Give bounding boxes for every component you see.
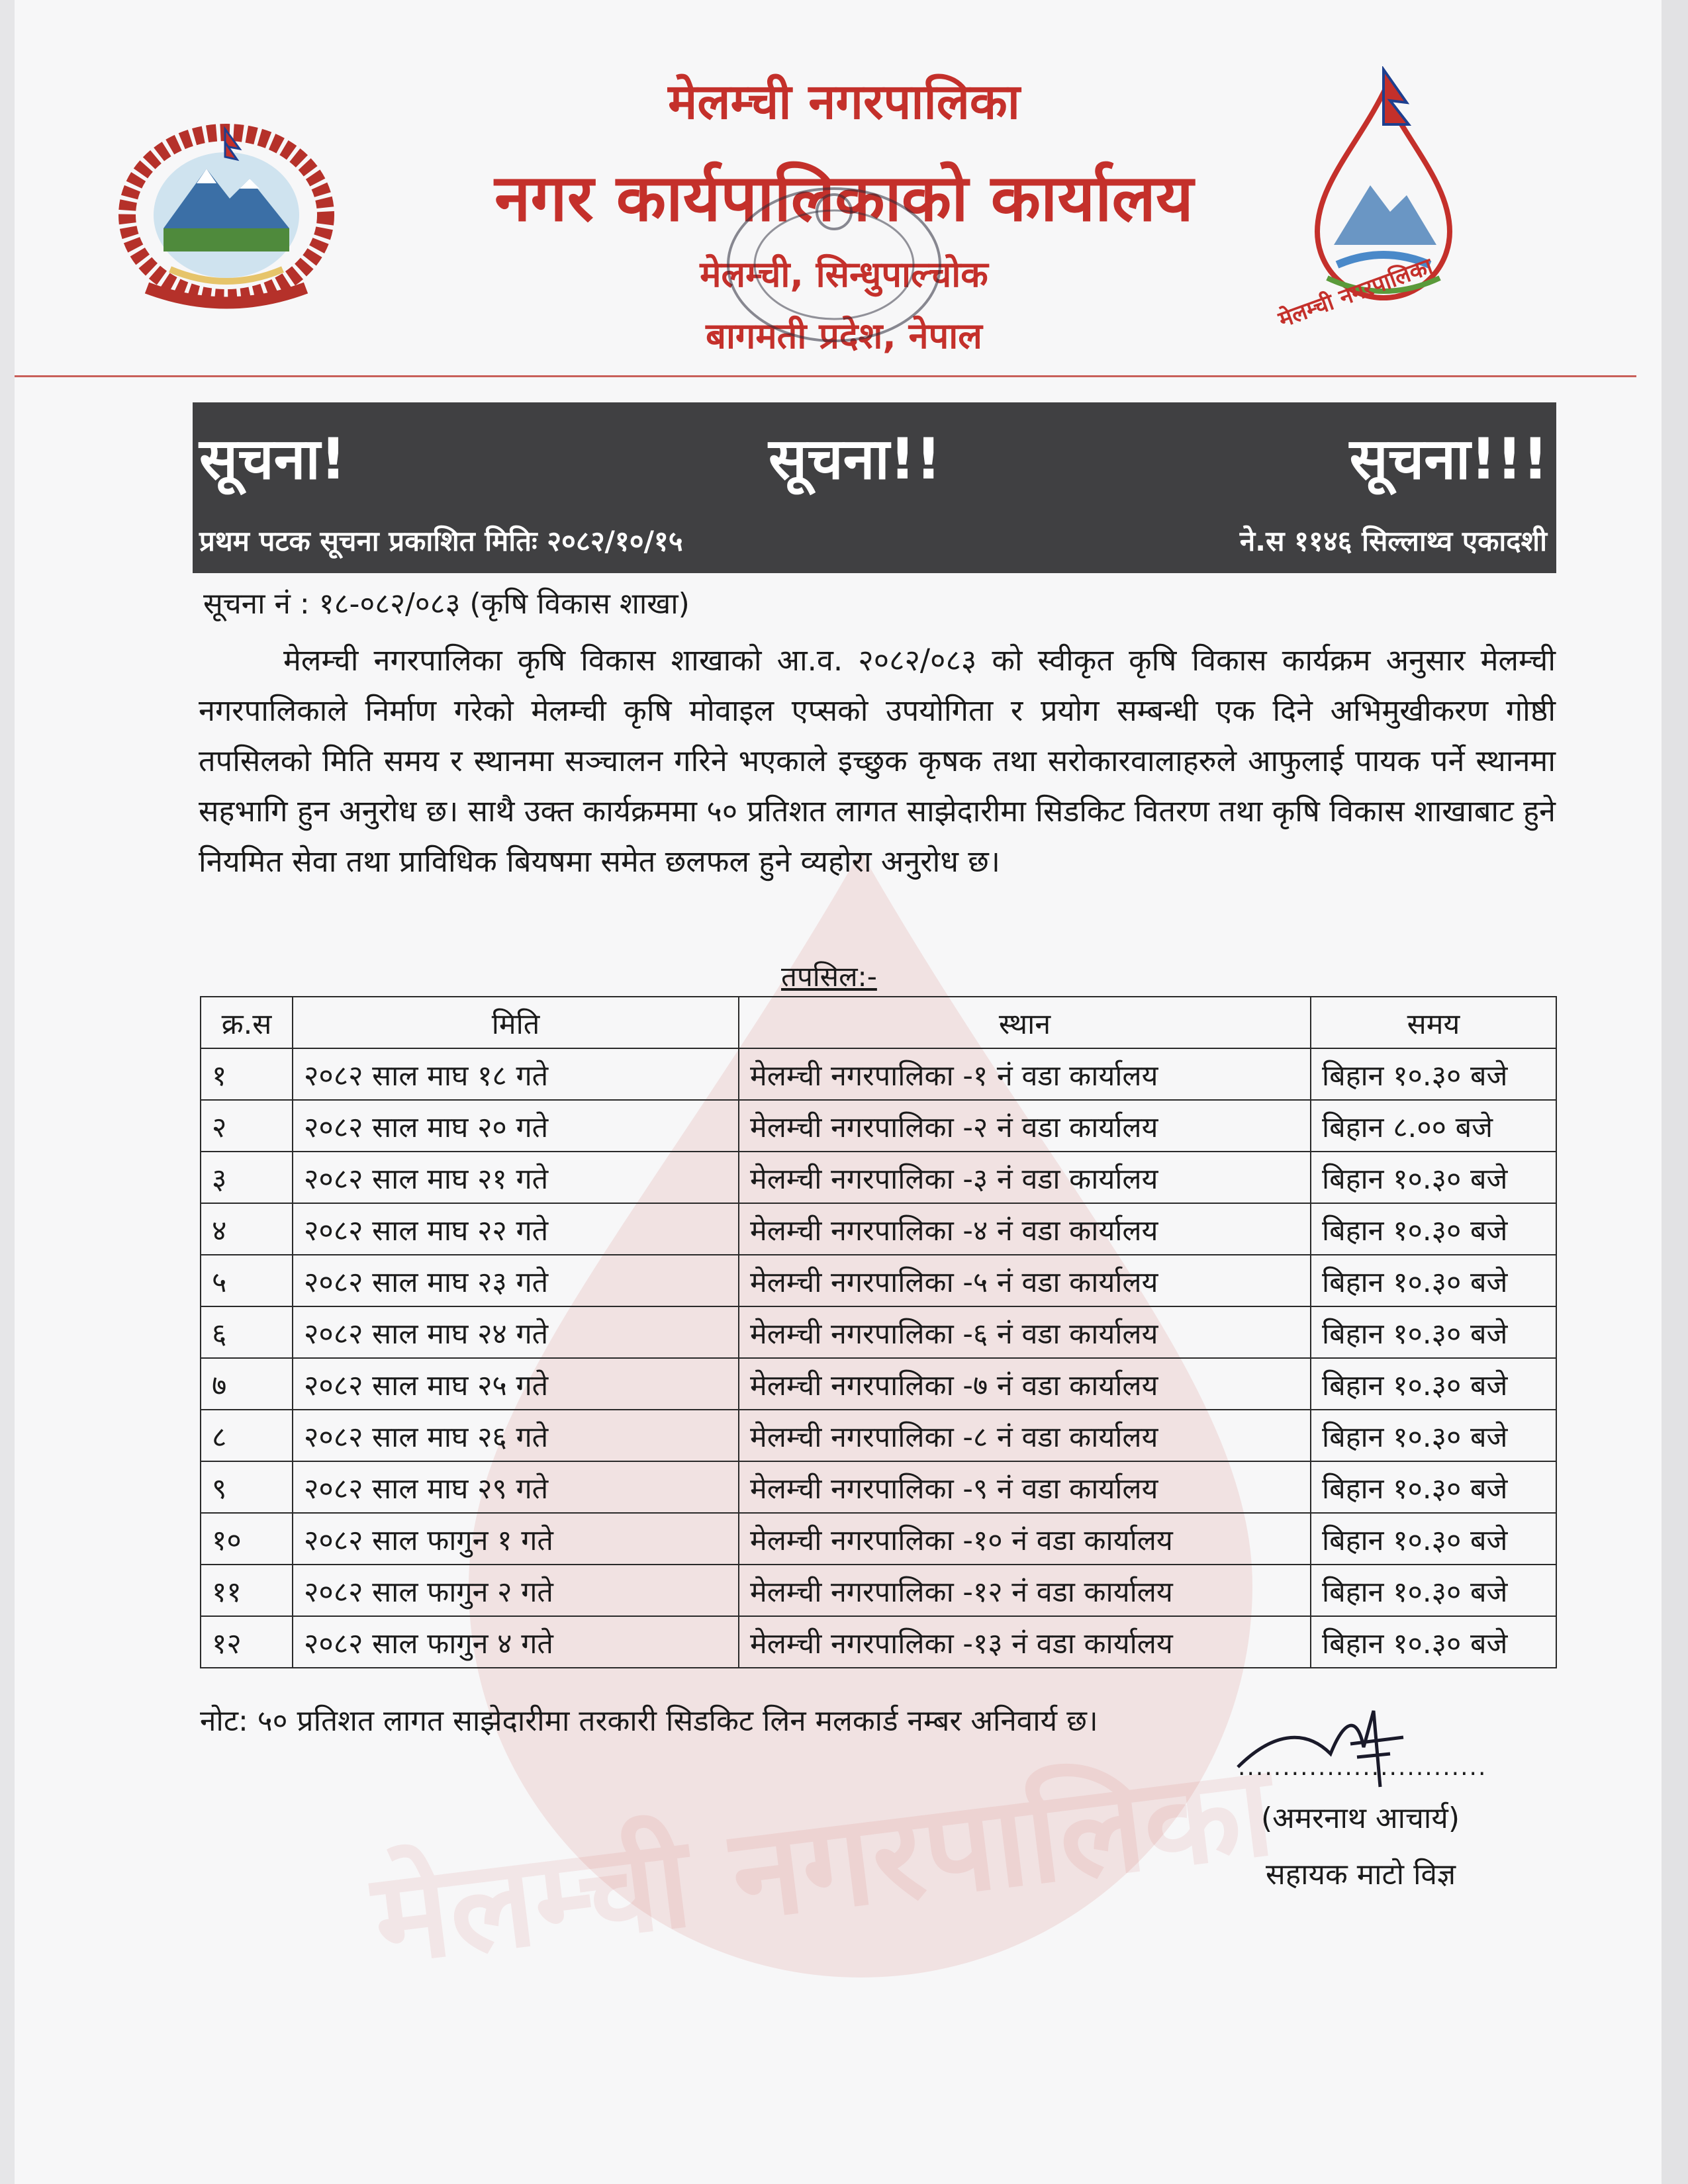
cell-time: बिहान १०.३० बजे (1311, 1306, 1556, 1358)
signatory-name: (अमरनाथ आचार्य) (1261, 1801, 1460, 1835)
cell-serial: १२ (201, 1616, 293, 1668)
cell-place: मेलम्ची नगरपालिका -२ नं वडा कार्यालय (739, 1100, 1311, 1152)
cell-date: २०८२ साल माघ २२ गते (293, 1203, 739, 1255)
header-date: मिति (293, 997, 739, 1048)
cell-time: बिहान १०.३० बजे (1311, 1410, 1556, 1461)
cell-date: २०८२ साल माघ २४ गते (293, 1306, 739, 1358)
cell-time: बिहान १०.३० बजे (1311, 1358, 1556, 1410)
table-row (201, 1410, 1556, 1461)
cell-date: २०८२ साल माघ २३ गते (293, 1255, 739, 1306)
banner-title-2: सूचना!! (769, 426, 942, 492)
cell-place: मेलम्ची नगरपालिका -८ नं वडा कार्यालय (739, 1410, 1311, 1461)
cell-serial: ४ (201, 1203, 293, 1255)
notice-banner (193, 402, 1556, 573)
scan-edge-right (1662, 0, 1688, 2184)
table-row (201, 1306, 1556, 1358)
cell-place: मेलम्ची नगरपालिका -९ नं वडा कार्यालय (739, 1461, 1311, 1513)
cell-serial: ७ (201, 1358, 293, 1410)
cell-time: बिहान १०.३० बजे (1311, 1152, 1556, 1203)
table-row (201, 1513, 1556, 1565)
header-serial: क्र.स (201, 997, 293, 1048)
nepal-sambat-date: ने.स ११४६ सिल्लाथ्व एकादशी (1239, 525, 1547, 557)
cell-time: बिहान १०.३० बजे (1311, 1513, 1556, 1565)
table-row (201, 1152, 1556, 1203)
cell-serial: ३ (201, 1152, 293, 1203)
office-stamp-icon (708, 172, 960, 357)
notice-number: सूचना नं : १८-०८२/०८३ (कृषि विकास शाखा) (203, 587, 690, 621)
cell-time: बिहान १०.३० बजे (1311, 1203, 1556, 1255)
cell-place: मेलम्ची नगरपालिका -१ नं वडा कार्यालय (739, 1048, 1311, 1100)
table-heading: तपसिल:- (781, 960, 877, 993)
table-row (201, 1048, 1556, 1100)
cell-time: बिहान १०.३० बजे (1311, 1255, 1556, 1306)
office-name: नगर कार्यपालिकाको कार्यालय (494, 161, 1194, 236)
banner-title-1: सूचना! (199, 426, 346, 492)
watermark-text: मेलम्ची नगरपालिका (365, 1737, 1281, 1993)
municipality-name: मेलम्ची नगरपालिका (668, 73, 1020, 130)
cell-date: २०८२ साल माघ २६ गते (293, 1410, 739, 1461)
address-line-2: बागमती प्रदेश, नेपाल (706, 315, 982, 357)
publish-date: प्रथम पटक सूचना प्रकाशित मितिः २०८२/१०/१५ (199, 525, 683, 557)
note: नोट: ५० प्रतिशत लागत साझेदारीमा तरकारी सिडकिट लिन मलकार्ड नम्बर अनिवार्य छ। (200, 1704, 1098, 1738)
cell-serial: ११ (201, 1565, 293, 1616)
cell-date: २०८२ साल माघ १८ गते (293, 1048, 739, 1100)
cell-date: २०८२ साल फागुन १ गते (293, 1513, 739, 1565)
table-row (201, 1203, 1556, 1255)
cell-serial: १० (201, 1513, 293, 1565)
cell-serial: ९ (201, 1461, 293, 1513)
notice-body (199, 635, 1556, 887)
cell-serial: १ (201, 1048, 293, 1100)
cell-time: बिहान १०.३० बजे (1311, 1616, 1556, 1668)
table-row (201, 1565, 1556, 1616)
nepal-emblem-icon (107, 122, 346, 321)
cell-serial: ५ (201, 1255, 293, 1306)
notice-body-text: मेलम्ची नगरपालिका कृषि विकास शाखाको आ.व. २०८२/०८३ को स्वीकृत कृषि विकास कार्यक्रम अनुसार मेलम्ची नगरपालिकाले निर्माण गरेको मेलम्ची कृषि मोवाइल एप्सको उपयोगिता र प्रयोग सम्बन्धी एक दिने अभिमुखीकरण गोष्ठी तपसिलको मिति समय र स्थानमा सञ्चालन गरिने भएकाले इच्छुक कृषक तथा सरोकारवालाहरुले आफुलाई पायक पर्ने स्थानमा सहभागि हुन अनुरोध छ। साथै उक्त कार्यक्रममा ५० प्रतिशत लागत साझेदारीमा सिडकिट वितरण तथा कृषि विकास शाखाबाट हुने नियमित सेवा तथा प्राविधिक बियषमा समेत छलफल हुने व्यहोरा अनुरोध छ। (199, 643, 1556, 879)
cell-place: मेलम्ची नगरपालिका -१३ नं वडा कार्यालय (739, 1616, 1311, 1668)
cell-time: बिहान १०.३० बजे (1311, 1048, 1556, 1100)
cell-time: बिहान १०.३० बजे (1311, 1565, 1556, 1616)
header-time: समय (1311, 997, 1556, 1048)
table-header-row (201, 997, 1556, 1048)
cell-place: मेलम्ची नगरपालिका -१० नं वडा कार्यालय (739, 1513, 1311, 1565)
cell-place: मेलम्ची नगरपालिका -३ नं वडा कार्यालय (739, 1152, 1311, 1203)
table-row (201, 1616, 1556, 1668)
table-row (201, 1358, 1556, 1410)
cell-place: मेलम्ची नगरपालिका -७ नं वडा कार्यालय (739, 1358, 1311, 1410)
cell-serial: ६ (201, 1306, 293, 1358)
table-row (201, 1461, 1556, 1513)
header-place: स्थान (739, 997, 1311, 1048)
logo-caption: मेलम्ची नगरपालिका (1275, 253, 1436, 334)
header-divider (15, 375, 1636, 377)
banner-title-3: सूचना!!! (1349, 426, 1548, 492)
cell-place: मेलम्ची नगरपालिका -६ नं वडा कार्यालय (739, 1306, 1311, 1358)
schedule-table (200, 996, 1557, 1668)
cell-time: बिहान १०.३० बजे (1311, 1461, 1556, 1513)
cell-date: २०८२ साल माघ २० गते (293, 1100, 739, 1152)
signatory-title: सहायक माटो विज्ञ (1266, 1858, 1456, 1891)
cell-serial: २ (201, 1100, 293, 1152)
signature-line: ............................ (1238, 1754, 1487, 1781)
scan-edge-left (0, 0, 15, 2184)
address-line-1: मेलम्ची, सिन्धुपाल्चोक (700, 253, 988, 295)
cell-time: बिहान ८.०० बजे (1311, 1100, 1556, 1152)
cell-serial: ८ (201, 1410, 293, 1461)
cell-date: २०८२ साल माघ २५ गते (293, 1358, 739, 1410)
cell-place: मेलम्ची नगरपालिका -१२ नं वडा कार्यालय (739, 1565, 1311, 1616)
table-row (201, 1100, 1556, 1152)
cell-date: २०८२ साल फागुन २ गते (293, 1565, 739, 1616)
cell-date: २०८२ साल माघ २१ गते (293, 1152, 739, 1203)
cell-date: २०८२ साल फागुन ४ गते (293, 1616, 739, 1668)
cell-place: मेलम्ची नगरपालिका -४ नं वडा कार्यालय (739, 1203, 1311, 1255)
table-row (201, 1255, 1556, 1306)
cell-place: मेलम्ची नगरपालिका -५ नं वडा कार्यालय (739, 1255, 1311, 1306)
cell-date: २०८२ साल माघ २९ गते (293, 1461, 739, 1513)
